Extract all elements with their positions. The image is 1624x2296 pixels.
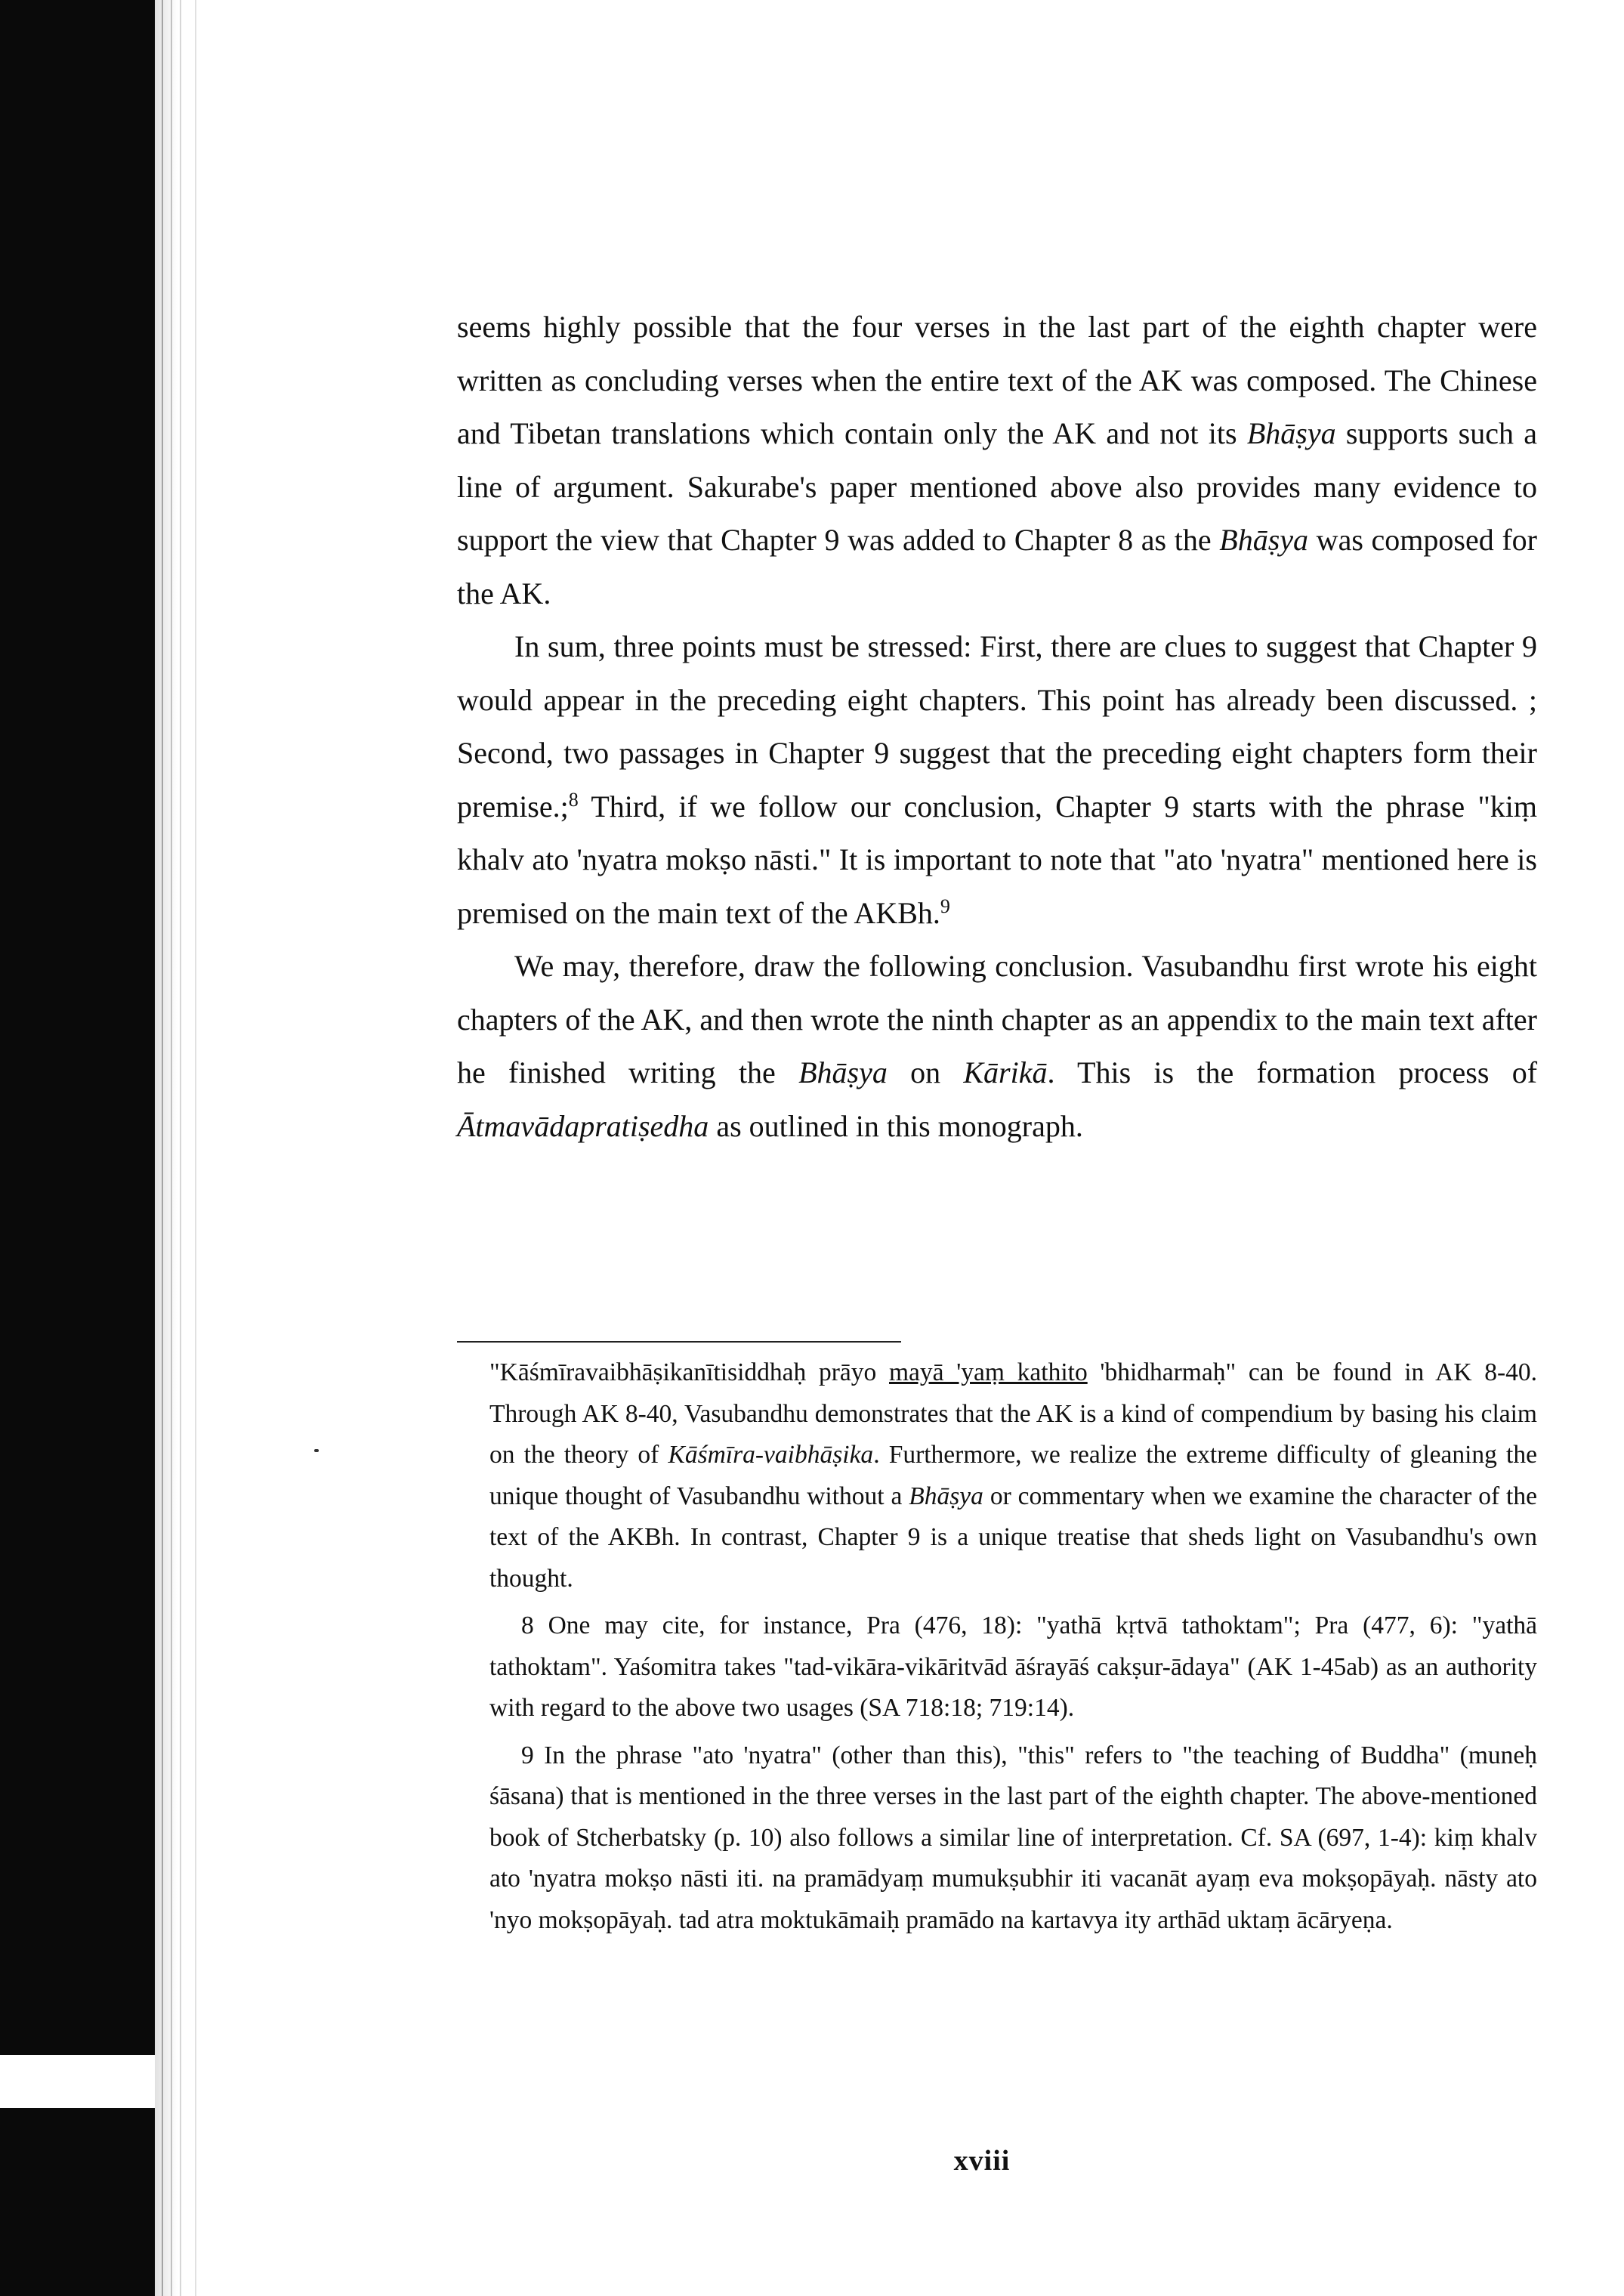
text-run: "Kāśmīravaibhāṣikanītisiddhaḥ prāyo [489,1358,889,1386]
text-run: . This is the formation process of [1047,1055,1538,1089]
text-run: 'bhidharmaḥ" can be found in AK 8-40. Through AK 8-40, Vasubandhu demonstrates that the AK is a kind of compendium by basing his claim on the theory of [489,1358,1537,1469]
body-text [457,301,1537,1153]
italic-term: Bhāṣya [909,1482,983,1510]
text-run: seems highly possible that the four verses in the last part of the eighth chapter were written as concluding verses when the entire text of the AK was composed. The Chinese and Tibetan translations which contain only the AK and not its [457,310,1537,450]
text-run: In sum, three points must be stressed: First, there are clues to suggest that Chapter 9 would appear in the preceding eight chapters. This point has already been discussed. ; Second, two passages in Chapter 9 suggest that the preceding eight chapters form their premise.; [457,629,1537,824]
paragraph-2 [457,620,1537,940]
italic-term: Ātmavādapratiṣedha [457,1108,709,1143]
text-run: We may, therefore, draw the following conclusion. Vasubandhu first wrote his eight chapters of the AK, and then wrote the ninth chapter as an appendix to the main text after he finished writing the [457,949,1537,1089]
scan-binding-edge [0,0,155,2296]
footnote-9: 9 In the phrase "ato 'nyatra" (other than this), "this" refers to "the teaching of Buddha" (muneḥ śāsana) that is mentioned in the three verses in the last part of the eighth chapter. The above-mentioned book of Stcherbatsky (p. 10) also follows a similar line of interpretation. Cf. SA (697, 1-4): kiṃ khalv ato 'nyatra mokṣo nāsti iti. na pramādyaṃ mumukṣubhir iti vacanāt ayaṃ eva mokṣopāyaḥ. nāsty ato 'nyo mokṣopāyaḥ. tad atra moktukāmaiḥ pramādo na kartavya ity arthād uktaṃ ācāryeṇa. [489,1741,1537,1934]
footnote-8: 8 One may cite, for instance, Pra (476, 18): "yathā kṛtvā tathoktam"; Pra (477, 6): "yathā tathoktam". Yaśomitra takes "tad-vikāra-vikāritvād āśrayāś cakṣur-ādaya" (AK 1-45ab) as an authority with regard to the above two usages (SA 718:18; 719:14). [489,1612,1537,1722]
scan-edge-line [180,0,181,2296]
italic-term: Kārikā [963,1055,1048,1089]
paragraph-1 [457,301,1537,620]
scan-edge-notch [0,2055,155,2108]
text-run: supports such a line of argument. Sakurabe's paper mentioned above also provides many evidence to support the view that Chapter 9 was added to Chapter 8 as the [457,416,1538,557]
scan-speck [314,1449,319,1452]
text-run: on [887,1055,964,1089]
footnote-ref-9: 9 [940,895,950,917]
italic-term: Bhāṣya [1219,523,1309,557]
text-run: Third, if we follow our conclusion, Chapter 9 starts with the phrase "kiṃ khalv ato 'nyatra mokṣo nāsti." It is important to note that "ato 'nyatra" mentioned here is premised on the main text of the AKBh. [457,789,1537,930]
text-run: as outlined in this monograph. [709,1108,1083,1143]
scan-edge-shadow [155,0,178,2296]
paragraph-3 [457,940,1537,1153]
footnotes [489,1352,1537,1947]
footnote-separator [457,1341,901,1343]
italic-term: Bhāṣya [1246,416,1336,450]
page-number: xviii [953,2145,1011,2177]
underlined-text: mayā 'yaṃ kathito [889,1358,1088,1386]
text-run: . Furthermore, we realize the extreme difficulty of gleaning the unique thought of Vasubandhu without a [489,1441,1537,1510]
text-run: was composed for the AK. [457,523,1538,610]
footnote-ref-8: 8 [568,788,579,811]
italic-term: Kāśmīra-vaibhāṣika [668,1441,874,1469]
italic-term: Bhāṣya [798,1055,888,1089]
footnote-continuation [489,1352,1537,1599]
text-run: or commentary when we examine the character of the text of the AKBh. In contrast, Chapter 9 is a unique treatise that sheds light on Vasubandhu's own thought. [489,1482,1537,1593]
scan-edge-line [195,0,196,2296]
